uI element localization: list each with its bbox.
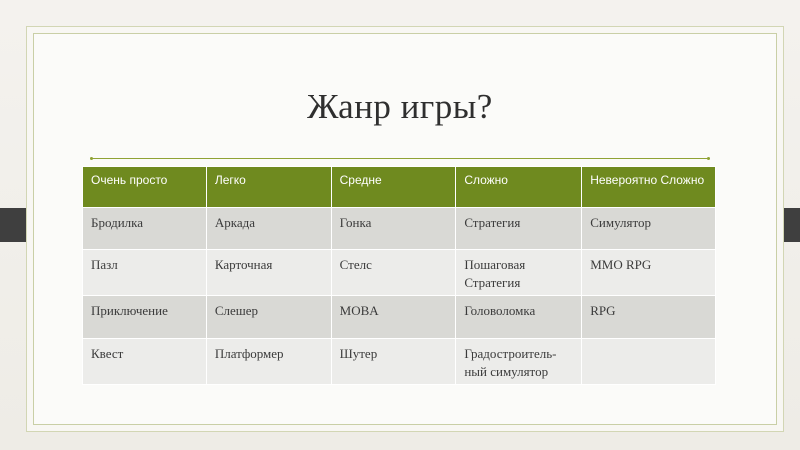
table-header-row [83, 167, 716, 208]
table-cell: Карточная [206, 250, 331, 296]
table-cell: Стратегия [456, 208, 582, 250]
header-medium: Средне [331, 167, 456, 208]
table-row [83, 339, 716, 385]
table-row [83, 208, 716, 250]
table-cell: Платформер [206, 339, 331, 385]
table-cell: Квест [83, 339, 207, 385]
table-cell: Бродилка [83, 208, 207, 250]
table-cell: RPG [582, 296, 716, 339]
genre-table [82, 166, 716, 385]
table-row [83, 250, 716, 296]
table-cell: Гонка [331, 208, 456, 250]
header-hard: Сложно [456, 167, 582, 208]
table-cell: Аркада [206, 208, 331, 250]
table-row [83, 296, 716, 339]
table-cell: Слешер [206, 296, 331, 339]
header-incredibly-hard: Невероятно Сложно [582, 167, 716, 208]
header-very-easy: Очень просто [83, 167, 207, 208]
table-cell: Симулятор [582, 208, 716, 250]
table-cell [582, 339, 716, 385]
table-cell: Шутер [331, 339, 456, 385]
table-cell: Головоломка [456, 296, 582, 339]
table-cell: Пазл [83, 250, 207, 296]
title-divider [92, 158, 708, 159]
slide-title: Жанр игры? [307, 87, 493, 126]
table-cell: MMO RPG [582, 250, 716, 296]
table-cell: MOBA [331, 296, 456, 339]
header-easy: Легко [206, 167, 331, 208]
table-cell: Пошаговая Стратегия [456, 250, 582, 296]
table-cell: Градостроитель-ный симулятор [456, 339, 582, 385]
table-cell: Стелс [331, 250, 456, 296]
table-cell: Приключение [83, 296, 207, 339]
